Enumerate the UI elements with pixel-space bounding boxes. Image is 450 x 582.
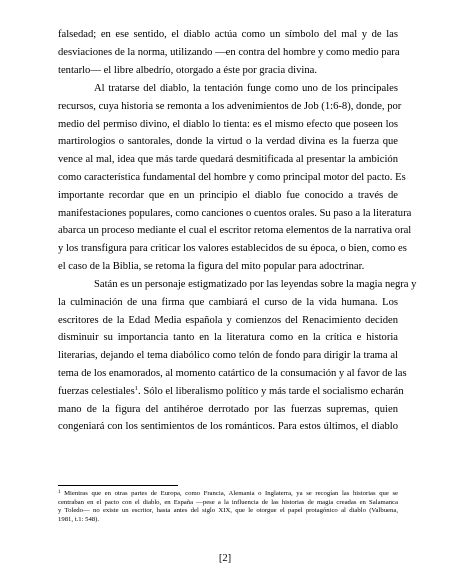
footnote-line: y Toledo— no existe un escritor, hasta antes del siglo XIX, que le otorgue el papel protagónico al diablo (Valbuena, [58,507,398,515]
text-line: y los transfigura para criticar los valores establecidos de su época, o bien, como es [58,243,407,255]
footnote [58,490,398,524]
text-line: importante recordar que en un principio el diablo fue conocido a través de [58,189,398,201]
footnote-line: centraban en el pacto con el diablo, en España —pese a la influencia de las historias de magia creadas en Salamanca [58,498,398,506]
text-line: desviaciones de la norma, utilizando —en contra del hombre y como medio para [58,46,400,58]
paragraph-2 [58,80,412,276]
footnote-line: 1981, t.1: 548). [58,515,100,523]
footnote-text: Mientras que en otras partes de Europa, como Francia, Alemania o Inglaterra, ya se recogían las historias que se [64,490,399,497]
footnote-line [58,490,398,499]
footnote-reference[interactable]: 1 [134,384,139,392]
text-line: recursos, cuya historia se remonta a los advenimientos de Job (1:6-8), donde, por [58,100,402,112]
text-line: disminuir su importancia tanto en la literatura como en la crítica e historia [58,332,398,344]
text-fragment: . Sólo el liberalismo político y más tarde el socialismo echarán [138,385,404,397]
text-line: tema de los enamorados, al momento catártico de la consumación y al favor de las [58,367,407,379]
text-line: Satán es un personaje estigmatizado por las leyendas sobre la magia negra y [94,279,417,290]
text-line: literarias, dejando el tema diabólico como telón de fondo para dirigir la trama al [58,350,398,362]
text-line: manifestaciones populares, como canciones o cuentos orales. Su paso a la literatura [58,207,412,219]
text-line: mano de la figura del antihéroe derrotado por las fuerzas supremas, quien [58,403,398,415]
text-line: la culminación de una firma que cambiará el curso de la vida humana. Los [58,296,398,308]
text-line: congeniará con los sentimientos de los románticos. Para estos últimos, el diablo [58,421,398,433]
paragraph-1 [58,26,398,79]
text-line: abarca un proceso mediante el cual el escritor retoma elementos de la narrativa oral [58,225,412,237]
text-line: medio del permiso divino, el diablo lo tienta: es el mismo efecto que poseen los [58,118,398,130]
text-line: tentarlo— el libre albedrío, otorgado a éste por gracia divina. [58,64,317,76]
text-line: escritores de la Edad Media española y comienzos del Renacimiento deciden [58,314,398,326]
text-line [58,383,404,401]
page-number: [2] [218,553,232,564]
footnote-separator [58,485,178,486]
text-line: vence al mal, idea que más tarde quedará desmitificada al presentar la ambición [58,154,398,166]
text-line: falsedad; en ese sentido, el diablo actúa como un símbolo del mal y de las [58,29,398,40]
text-line: Al tratarse del diablo, la tentación funge como uno de los principales [94,83,398,94]
paragraph-3 [58,276,417,436]
text-line: el caso de la Biblia, se retoma la figura del mito popular para adoctrinar. [58,260,365,272]
text-line: martirologios o santorales, donde la virtud o la verdad divina es la fuerza que [58,136,398,148]
footnote-marker: 1 [58,490,61,495]
text-line: como característica fundamental del hombre y como principal motor del pacto. Es [58,171,406,183]
text-fragment: fuerzas celestiales [58,385,135,397]
